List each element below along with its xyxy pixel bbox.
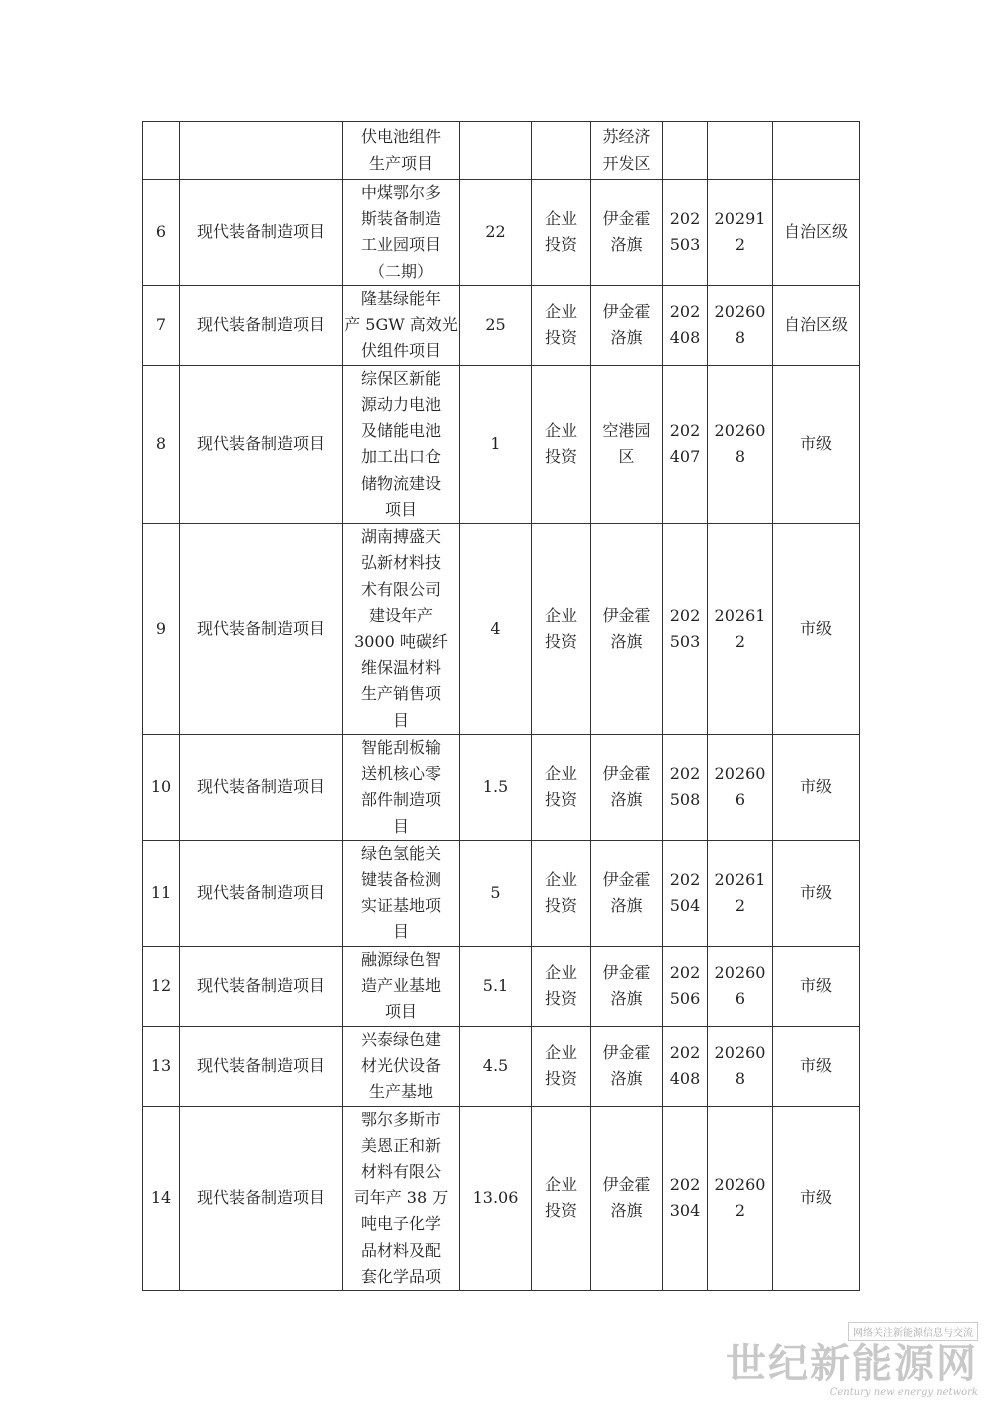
- cell-end-date: 20260 6: [708, 735, 773, 841]
- cell-investment-type: 企业 投资: [532, 1106, 591, 1290]
- cell-no: 9: [143, 524, 180, 735]
- cell-no: 13: [143, 1026, 180, 1106]
- cell-end-date: 20261 2: [708, 524, 773, 735]
- cell-no: 10: [143, 735, 180, 841]
- watermark: [726, 1321, 978, 1398]
- cell-end-date: 20260 6: [708, 946, 773, 1026]
- table-row: [143, 840, 860, 946]
- cell-level: [773, 122, 860, 180]
- cell-project-name: 综保区新能 源动力电池 及储能电池 加工出口仓 储物流建设 项目: [343, 365, 460, 523]
- cell-level: 自治区级: [773, 180, 860, 286]
- cell-no: 7: [143, 285, 180, 365]
- table-row: [143, 180, 860, 286]
- cell-start-date: 202 503: [663, 180, 708, 286]
- cell-location: 伊金霍 洛旗: [591, 735, 663, 841]
- table-row: [143, 365, 860, 523]
- cell-investment: 4: [460, 524, 532, 735]
- cell-location: 空港园 区: [591, 365, 663, 523]
- cell-end-date: [708, 122, 773, 180]
- cell-start-date: 202 504: [663, 840, 708, 946]
- cell-level: 市级: [773, 365, 860, 523]
- watermark-logo: 世纪新能源网: [726, 1340, 978, 1387]
- cell-level: 市级: [773, 735, 860, 841]
- cell-level: 市级: [773, 1106, 860, 1290]
- table-row: [143, 1026, 860, 1106]
- cell-category: 现代装备制造项目: [180, 1026, 343, 1106]
- cell-project-name: 兴泰绿色建 材光伏设备 生产基地: [343, 1026, 460, 1106]
- cell-start-date: 202 407: [663, 365, 708, 523]
- cell-level: 自治区级: [773, 285, 860, 365]
- cell-investment: 5.1: [460, 946, 532, 1026]
- watermark-slogan: 网络关注新能源信息与交流: [848, 1322, 978, 1341]
- cell-location: 伊金霍 洛旗: [591, 1026, 663, 1106]
- cell-category: 现代装备制造项目: [180, 524, 343, 735]
- cell-end-date: 20260 8: [708, 365, 773, 523]
- cell-category: [180, 122, 343, 180]
- cell-end-date: 20291 2: [708, 180, 773, 286]
- cell-project-name: 伏电池组件 生产项目: [343, 122, 460, 180]
- cell-start-date: [663, 122, 708, 180]
- cell-investment-type: 企业 投资: [532, 946, 591, 1026]
- cell-start-date: 202 508: [663, 735, 708, 841]
- cell-end-date: 20261 2: [708, 840, 773, 946]
- cell-investment: 5: [460, 840, 532, 946]
- cell-end-date: 20260 8: [708, 1026, 773, 1106]
- cell-location: 伊金霍 洛旗: [591, 285, 663, 365]
- table-row: [143, 946, 860, 1026]
- cell-no: 12: [143, 946, 180, 1026]
- table-row: [143, 735, 860, 841]
- cell-location: 苏经济 开发区: [591, 122, 663, 180]
- cell-project-name: 融源绿色智 造产业基地 项目: [343, 946, 460, 1026]
- cell-project-name: 智能刮板输 送机核心零 部件制造项 目: [343, 735, 460, 841]
- cell-location: 伊金霍 洛旗: [591, 524, 663, 735]
- cell-category: 现代装备制造项目: [180, 735, 343, 841]
- cell-investment-type: 企业 投资: [532, 840, 591, 946]
- watermark-english: Century new energy network: [829, 1387, 978, 1398]
- cell-category: 现代装备制造项目: [180, 840, 343, 946]
- cell-end-date: 20260 2: [708, 1106, 773, 1290]
- cell-investment: 13.06: [460, 1106, 532, 1290]
- cell-level: 市级: [773, 524, 860, 735]
- cell-level: 市级: [773, 840, 860, 946]
- cell-location: 伊金霍 洛旗: [591, 946, 663, 1026]
- cell-level: 市级: [773, 946, 860, 1026]
- cell-category: 现代装备制造项目: [180, 946, 343, 1026]
- cell-investment-type: 企业 投资: [532, 1026, 591, 1106]
- cell-start-date: 202 503: [663, 524, 708, 735]
- cell-investment-type: [532, 122, 591, 180]
- cell-start-date: 202 506: [663, 946, 708, 1026]
- cell-investment: 1: [460, 365, 532, 523]
- cell-investment: 1.5: [460, 735, 532, 841]
- cell-location: 伊金霍 洛旗: [591, 840, 663, 946]
- cell-no: 8: [143, 365, 180, 523]
- table-row: [143, 122, 860, 180]
- cell-investment: 4.5: [460, 1026, 532, 1106]
- cell-category: 现代装备制造项目: [180, 285, 343, 365]
- cell-investment: [460, 122, 532, 180]
- cell-location: 伊金霍 洛旗: [591, 180, 663, 286]
- cell-category: 现代装备制造项目: [180, 180, 343, 286]
- cell-project-name: 中煤鄂尔多 斯装备制造 工业园项目 （二期）: [343, 180, 460, 286]
- cell-category: 现代装备制造项目: [180, 1106, 343, 1290]
- cell-project-name: 绿色氢能关 键装备检测 实证基地项 目: [343, 840, 460, 946]
- cell-start-date: 202 304: [663, 1106, 708, 1290]
- cell-investment: 22: [460, 180, 532, 286]
- cell-no: 6: [143, 180, 180, 286]
- table-row: [143, 524, 860, 735]
- cell-location: 伊金霍 洛旗: [591, 1106, 663, 1290]
- cell-start-date: 202 408: [663, 1026, 708, 1106]
- cell-category: 现代装备制造项目: [180, 365, 343, 523]
- cell-investment-type: 企业 投资: [532, 524, 591, 735]
- table-row: [143, 1106, 860, 1290]
- cell-investment-type: 企业 投资: [532, 180, 591, 286]
- cell-level: 市级: [773, 1026, 860, 1106]
- cell-end-date: 20260 8: [708, 285, 773, 365]
- cell-project-name: 湖南搏盛天 弘新材料技 术有限公司 建设年产 3000 吨碳纤 维保温材料 生产销售项 目: [343, 524, 460, 735]
- cell-project-name: 隆基绿能年 产 5GW 高效光 伏组件项目: [343, 285, 460, 365]
- cell-investment-type: 企业 投资: [532, 285, 591, 365]
- cell-investment-type: 企业 投资: [532, 365, 591, 523]
- table-row: [143, 285, 860, 365]
- cell-start-date: 202 408: [663, 285, 708, 365]
- cell-no: 11: [143, 840, 180, 946]
- cell-investment: 25: [460, 285, 532, 365]
- cell-no: [143, 122, 180, 180]
- cell-no: 14: [143, 1106, 180, 1290]
- cell-project-name: 鄂尔多斯市 美恩正和新 材料有限公 司年产 38 万 吨电子化学 品材料及配 套化学品项: [343, 1106, 460, 1290]
- project-table: [142, 121, 860, 1291]
- cell-investment-type: 企业 投资: [532, 735, 591, 841]
